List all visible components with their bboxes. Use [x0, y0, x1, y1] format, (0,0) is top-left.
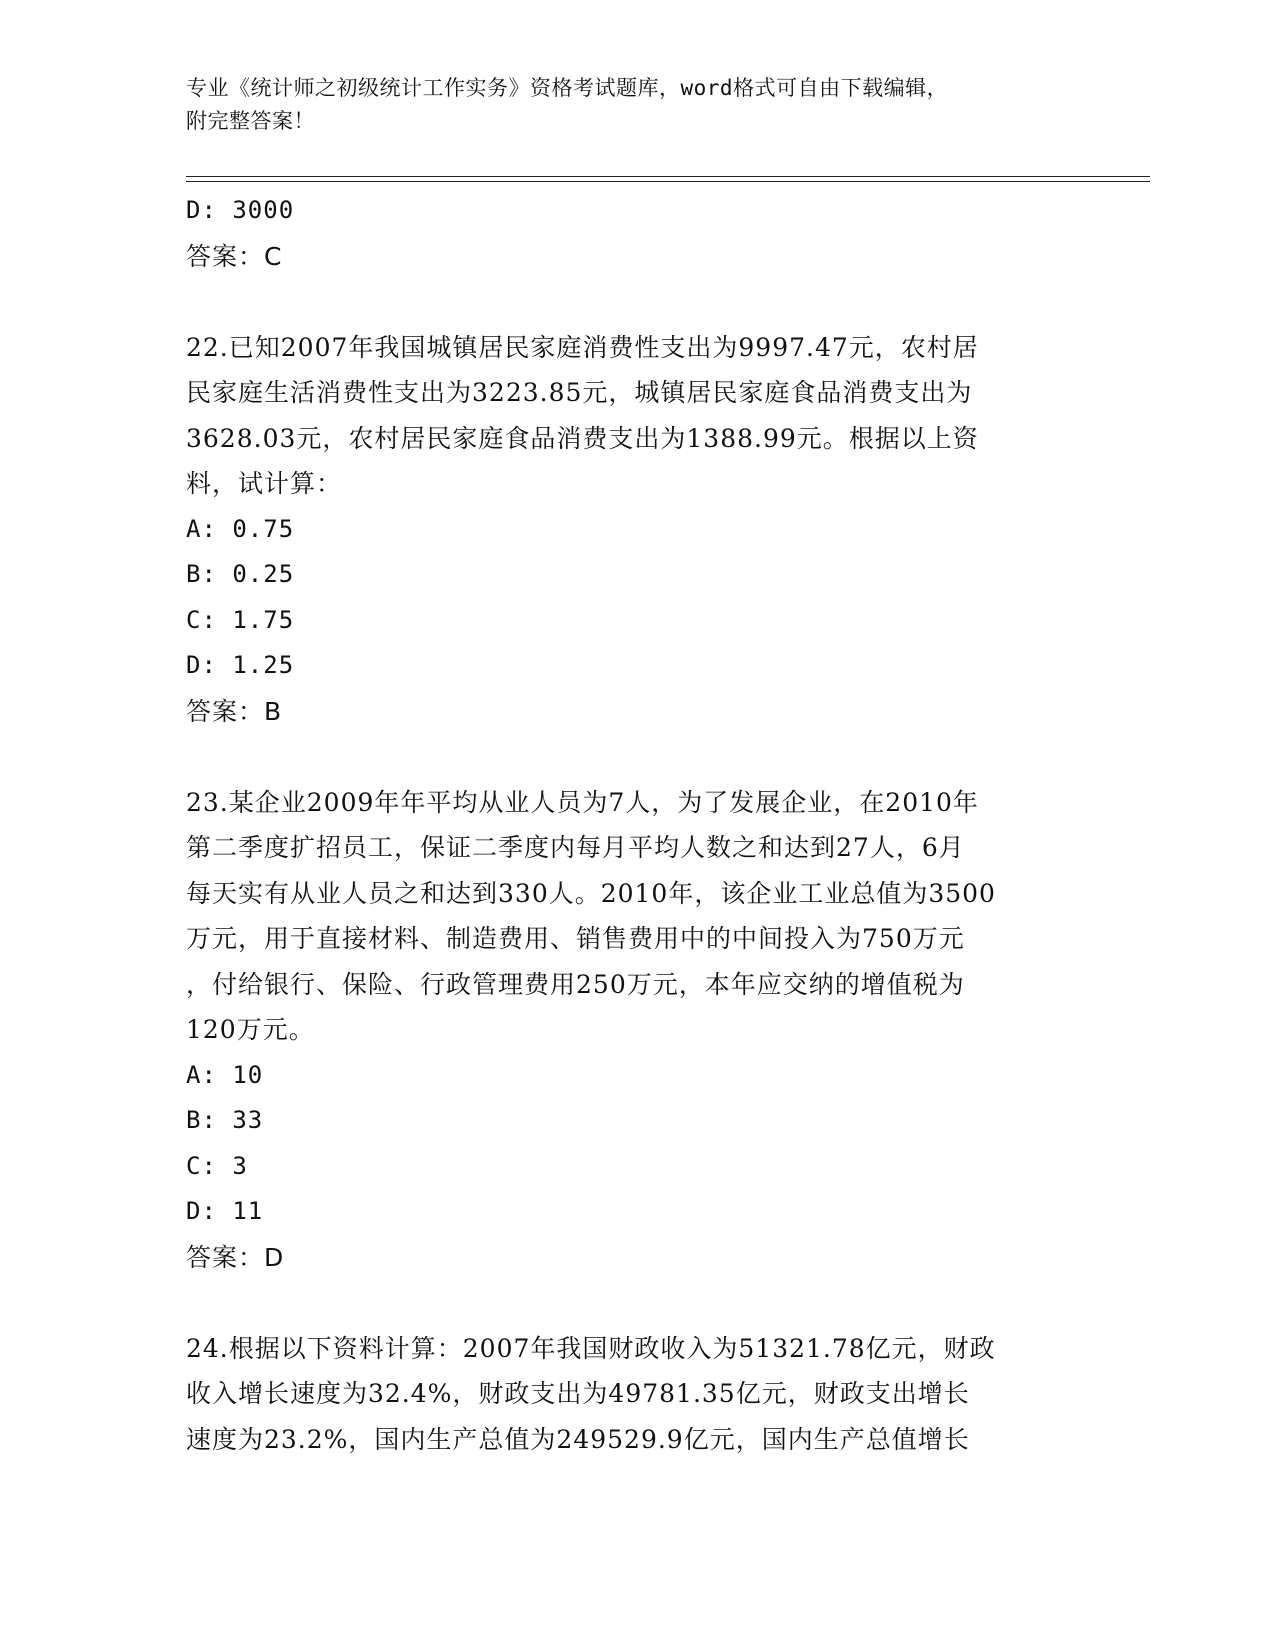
question-text-line: ，付给银行、保险、行政管理费用250万元，本年应交纳的增值税为: [186, 969, 965, 999]
question-text-line: 民家庭生活消费性支出为3223.85元，城镇居民家庭食品消费支出为: [186, 378, 973, 407]
option-c: C: 1.75: [186, 605, 295, 634]
question-21-tail: [186, 188, 1086, 279]
question-22: [186, 325, 1086, 735]
question-24: [186, 1326, 1086, 1463]
document-body: [186, 188, 1086, 1462]
option-a: A: 0.75: [186, 514, 295, 543]
question-text-line: 第二季度扩招员工，保证二季度内每月平均人数之和达到27人，6月: [186, 833, 965, 862]
answer-label: 答案：B: [186, 696, 283, 726]
option-c: C: 3: [186, 1151, 248, 1180]
header-title-line: 专业《统计师之初级统计工作实务》资格考试题库，word格式可自由下载编辑，: [186, 76, 949, 100]
header-rule-top: [186, 176, 1150, 177]
question-text-line: 120万元。: [186, 1015, 315, 1044]
question-text-line: 万元，用于直接材料、制造费用、销售费用中的中间投入为750万元: [186, 924, 965, 953]
question-text-line: 收入增长速度为32.4%，财政支出为49781.35亿元，财政支出增长: [186, 1379, 970, 1408]
header-rule-bottom: [186, 181, 1150, 182]
question-text-line: 23.某企业2009年年平均从业人员为7人，为了发展企业，在2010年: [186, 787, 979, 817]
document-header: [186, 72, 1086, 138]
question-text-line: 24.根据以下资料计算：2007年我国财政收入为51321.78亿元，财政: [186, 1333, 996, 1363]
spacer: [186, 734, 1086, 780]
question-text-line: 料，试计算：: [186, 469, 343, 498]
question-text-line: 3628.03元，农村居民家庭食品消费支出为1388.99元。根据以上资: [186, 423, 979, 453]
question-text-line: 速度为23.2%，国内生产总值为249529.9亿元，国内生产总值增长: [186, 1424, 970, 1454]
option-d: D: 11: [186, 1197, 264, 1225]
answer-label: 答案：D: [186, 1242, 285, 1272]
header-subtitle-line: 附完整答案！: [186, 109, 315, 133]
spacer: [186, 279, 1086, 325]
question-text-line: 每天实有从业人员之和达到330人。2010年，该企业工业总值为3500: [186, 878, 996, 908]
option-d: D: 3000: [186, 196, 295, 224]
question-23: [186, 780, 1086, 1281]
option-a: A: 10: [186, 1060, 264, 1089]
option-b: B: 33: [186, 1106, 264, 1134]
option-d: D: 1.25: [186, 651, 295, 679]
spacer: [186, 1280, 1086, 1326]
question-text-line: 22.已知2007年我国城镇居民家庭消费性支出为9997.47元，农村居: [186, 332, 979, 362]
option-b: B: 0.25: [186, 560, 295, 588]
answer-label: 答案：C: [186, 241, 283, 271]
